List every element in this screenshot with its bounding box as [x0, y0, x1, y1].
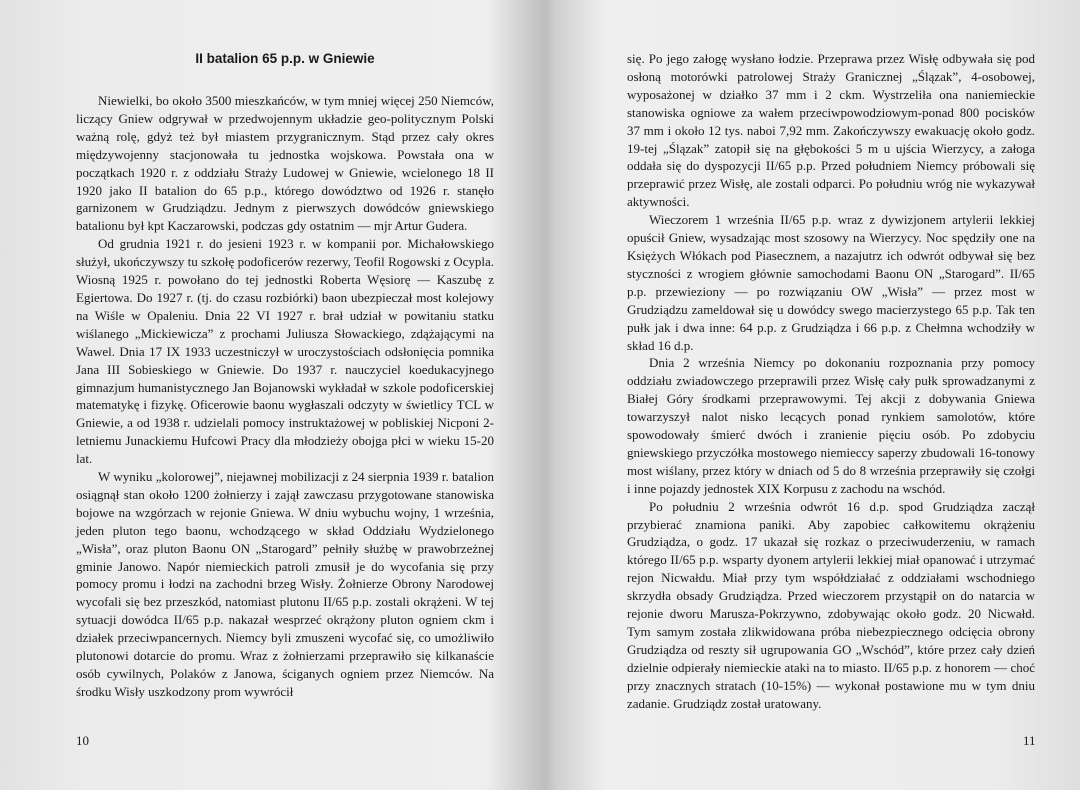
paragraph: W wyniku „kolorowej”, niejawnej mobilizacji z 24 sierpnia 1939 r. batalion osiągnął stan około 1200 żołnierzy i zajął zawczasu przygotowane stanowiska bojowe na wzgórzach w rejonie Gniewa. W dniu wybuchu wojny, 1 września, jeden pluton tego baonu, wchodzącego w skład Oddziału Wydzielonego „Wisła”, oraz pluton Baonu ON „Starogard” pełniły służbę w prawobrzeżnej gminie Janowo. Napór niemieckich patroli zmusił je do wycofania się przy pomocy promu i łodzi na zachodni brzeg Wisły. Żołnierze Obrony Narodowej wycofali się bez przeszkód, natomiast plutonu II/65 p.p. zostali okrążeni. W tej sytuacji dowódca II/65 p.p. nakazał wesprzeć okrążony pluton ogniem ckm i działek przeciwpancernych. Niemcy byli zmuszeni wycofać się, co umożliwiło plutonowi dotarcie do promu. Wraz z żołnierzami przeprawiło się kilkanaście osób cywilnych, Polaków z Janowa, ściganych ogniem przez Niemców. Na środku Wisły uszkodzony prom wywrócił — [76, 469, 494, 699]
paragraph: się. Po jego załogę wysłano łodzie. Przeprawa przez Wisłę odbywała się pod osłoną motorówki patrolowej Straży Granicznej „Ślązak”, 4-osobowej, wyposażonej w działko 37 mm i 2 ckm. Wystrzeliła ona naniemieckie stanowiska ogniowe za wałem przeciwpowodziowym-ponad 800 pocisków 37 mm i około 12 tys. naboi 7,92 mm. Zakończywszy ewakuację około godz. 19-tej „Ślązak” zatopił się na głębokości 5 m u ujścia Wierzycy, a załoga oddała się do dyspozycji II/65 p.p. Przed południem Niemcy próbowali się przeprawić przez Wisłę, ale zostali odparci. Po południu wróg nie wykazywał aktywności. — [627, 51, 1035, 210]
page-number-right: 11 — [1023, 733, 1036, 748]
page-number-left: 10 — [76, 733, 89, 748]
paragraph: Dnia 2 września Niemcy po dokonaniu rozpoznania przy pomocy oddziału zwiadowczego przeprawili przez Wisłę cały pułk sprowadzanymi z Białej Góry środkami przeprawowymi. Tej akcji z dobywania Gniewa towarzyszył nalot nisko lecących ponad rynkiem samolotów, które spowodowały śmierć dwóch i zranienie pięciu osób. Po zdobyciu gniewskiego przyczółka mostowego niemieccy saperzy zbudowali 16-tonowy most wiślany, przez który w dniach od 5 do 8 września przeprawiły się czołgi i inne pojazdy jednostek XIX Korpusu z zachodu na wschód. — [627, 355, 1035, 496]
paragraph: Wieczorem 1 września II/65 p.p. wraz z dywizjonem artylerii lekkiej opuścił Gniew, wysadzając most szosowy na Wierzycy. Noc spędziły one na Księżych Włókach pod Piasecznem, a nazajutrz ich odwrót odbywał się bez styczności z wrogiem głównie samochodami Baonu ON „Starogard”. II/65 p.p. przewieziony — po rozwiązaniu OW „Wisła” — przez most w Grudziądzu zameldował się u dowódcy swego macierzystego 65 p.p. Tak ten pułk jak i dwa inne: 64 p.p. z Grudziądza i 66 p.p. z Chełmna wchodziły w skład 16 d.p. — [627, 212, 1035, 353]
right-page — [565, 0, 1080, 790]
chapter-title: II batalion 65 p.p. w Gniewie — [195, 51, 375, 66]
paragraph: Po południu 2 września odwrót 16 d.p. spod Grudziądza zaczął przybierać znamiona paniki. Aby zapobiec całkowitemu okrążeniu Grudziądza, o godz. 17 ukazał się rozkaz o przeciwuderzeniu, w ramach którego II/65 p.p. wsparty dyonem artylerii lekkiej miał opanować i utrzymać rejon Nicwałdu. Miał przy tym współdziałać z oddziałami wschodniego skrzydła obsady Grudziądza. Przed wieczorem przystąpił on do natarcia w rejonie dworu Marusza-Pokrzywno, zdobywając około godz. 20 Nicwałd. Tym samym została zlikwidowana próba niebezpiecznego odcięcia obrony Grudziądza od reszty sił ugrupowania GO „Wschód”, które przez cały dzień dzielnie odpierały niemieckie ataki na to miasto. II/65 p.p. z honorem — choć przy znacznych stratach (10-15%) — wykonał postawione mu w tym dniu zadanie. Grudziądz został uratowany. — [627, 498, 1035, 711]
paragraph: Niewielki, bo około 3500 mieszkańców, w tym mniej więcej 250 Niemców, liczący Gniew odgrywał w przedwojennym układzie geo-politycznym Polski ważną rolę, gdyż też był miastem przygranicznym. Stąd przez cały okres międzywojenny stacjonowała tu jednostka wojskowa. Powstała ona w początkach 1920 r. z oddziału Straży Ludowej w Gniewie, wcielonego 18 II 1920 jako II batalion do 65 p.p., którego dowództwo od 1926 r. stanęło garnizonem w Grudziądzu. Jednym z pierwszych dowódców gniewskiego batalionu był kpt Kaczarowski, podczas gdy ostatnim — mjr Artur Gudera. — [76, 93, 494, 234]
right-text-block — [627, 50, 1035, 713]
paragraph: Od grudnia 1921 r. do jesieni 1923 r. w kompanii por. Michałowskiego służył, ukończywszy tu szkołę podoficerów rezerwy, Teofil Rogowski z Ocypla. Wiosną 1925 r. powołano do tej jednostki Roberta Węsiorę — Kaszubę z Egiertowa. Do 1927 r. (tj. do czasu rozbiórki) baon ubezpieczał most kolejowy na Wiśle w Opaleniu. Dnia 22 VI 1927 r. brał udział w powitaniu statku wiślanego „Mickiewicza” z prochami Juliusza Słowackiego, zdążającymi na Wawel. Dnia 17 IX 1933 uczestniczył w uroczystościach odsłonięcia pomnika Jana III Sobieskiego w Gniewie. Do 1937 r. nauczyciel koedukacyjnego gimnazjum humanistycznego Jan Bojanowski wykładał w szkole podoficerskiej matematykę i fizykę. Oficerowie baonu wygłaszali odczyty w świetlicy TCL w Gniewie, a od 1938 r. udzielali pomocy instruktażowej w pobliskiej Nicponi 2-letniemu Junackiemu Hufcowi Pracy dla młodzieży obojga płci w wieku 15-20 lat. — [76, 236, 494, 467]
left-text-block — [76, 50, 494, 701]
